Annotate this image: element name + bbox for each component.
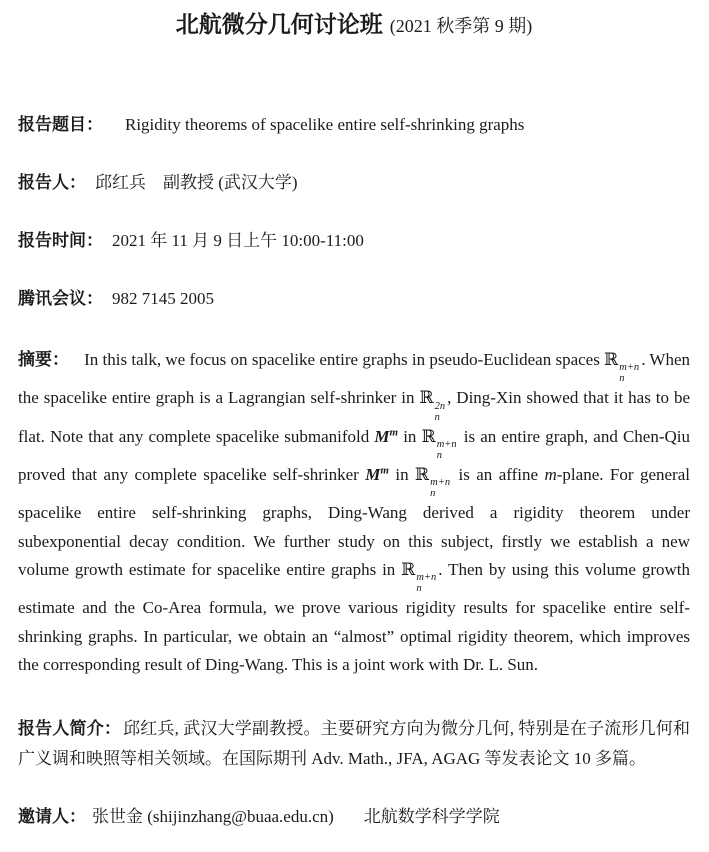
field-meeting-id <box>18 288 690 310</box>
invite-name-email: 张世金 (shijinzhang@buaa.edu.cn) <box>92 806 334 826</box>
abstract-text: In this talk, we focus on spacelike entire graphs in pseudo-Euclidean spaces ℝ m+n n . When the spacelike entire graph is a Lagrangian self-shrinker in ℝ 2n n , Ding-Xin showed that it has to be flat. Note that any complete spacelike submanifold $M^m$ in ℝ m+n n is an entire graph, and Chen-Qiu proved that any complete spacelike self-shrinker $M^m$ in ℝ m+n n is an affine m-plane. For general spacelike entire self-shrinking graphs, Ding-Wang derived a rigidity theorem under subexponential decay condition. We further study on this subject, firstly we establish a new volume growth estimate for spacelike entire graphs in ℝ m+n n . Then by using this volume growth estimate and the Co-Area formula, we prove various rigidity results for spacelike entire self-shrinking graphs. In particular, we obtain an “almost” optimal rigidity theorem, which improves the corresponding result of Ding-Wang. This is a joint work with Dr. L. Sun. <box>18 350 691 675</box>
time-label: 报告时间： <box>18 231 103 250</box>
invite-label: 邀请人： <box>18 806 86 826</box>
time-value: 2021 年 11 月 9 日上午 10:00-11:00 <box>112 231 364 250</box>
field-speaker <box>18 172 690 194</box>
meeting-id-value: 982 7145 2005 <box>112 289 214 308</box>
abstract-label: 摘要： <box>18 350 70 369</box>
meeting-id-label: 腾讯会议： <box>18 289 103 308</box>
bio-paragraph <box>18 714 690 774</box>
page-title <box>18 10 690 42</box>
invite-affiliation: 北航数学科学学院 <box>363 806 500 826</box>
talk-title-value: Rigidity theorems of spacelike entire self-shrinking graphs <box>125 115 525 134</box>
abstract-paragraph <box>18 346 690 680</box>
field-time <box>18 230 690 252</box>
field-talk-title <box>18 114 690 136</box>
talk-title-label: 报告题目： <box>18 115 103 134</box>
seminar-series-title: 北航微分几何讨论班 <box>175 12 383 37</box>
speaker-value: 邱红兵 副教授 (武汉大学) <box>95 173 298 192</box>
bio-text: 邱红兵, 武汉大学副教授。主要研究方向为微分几何, 特别是在子流形几何和广义调和映照等相关领域。在国际期刊 Adv. Math., JFA, AGAG 等发表论文 10 多篇。 <box>18 718 690 768</box>
seminar-session-number: (2021 秋季第 9 期) <box>389 16 533 36</box>
invite-line <box>18 806 690 828</box>
speaker-label: 报告人： <box>18 173 86 192</box>
bio-label: 报告人简介： <box>18 718 122 738</box>
